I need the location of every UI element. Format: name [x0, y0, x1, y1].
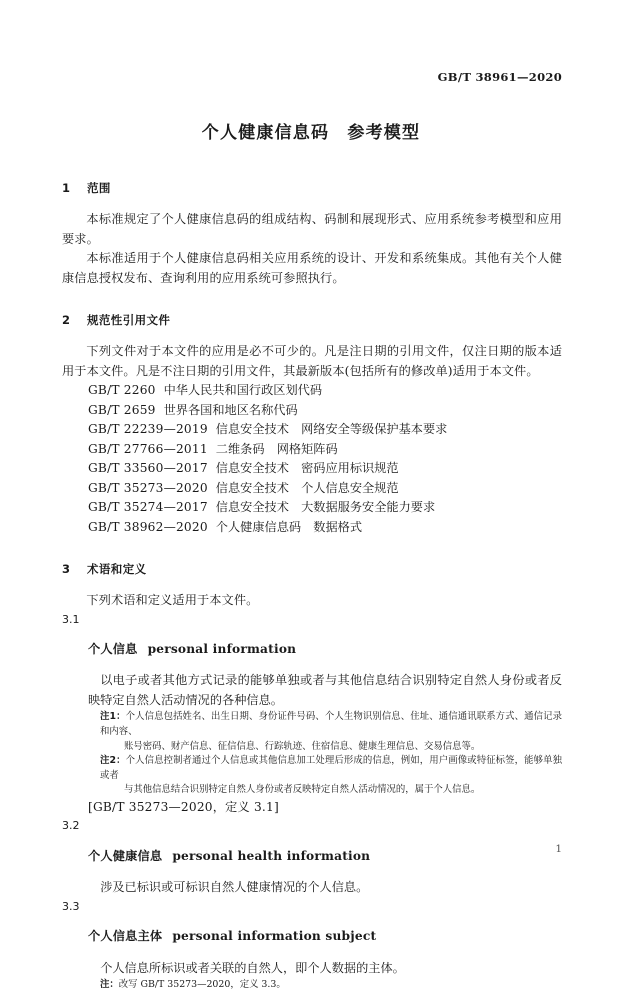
reference-standard-title: 世界各国和地区名称代码 — [163, 402, 298, 417]
clause-heading-2 — [62, 312, 562, 328]
note-text-line-1: 个人信息包括姓名、出生日期、身份证件号码、个人生物识别信息、住址、通信通讯联系方式、通信记录和内容、 — [100, 711, 562, 737]
term-name-3-2 — [62, 847, 562, 867]
clause-number-3: 3 — [62, 562, 71, 576]
reference-standard-id: GB/T 38962—2020 — [88, 519, 208, 534]
reference-standard-id: GB/T 22239—2019 — [88, 422, 208, 436]
reference-standard-id: GB/T 35273—2020 — [88, 480, 208, 495]
note-text-line-2: 账号密码、财产信息、征信信息、行踪轨迹、住宿信息、健康生理信息、交易信息等。 — [124, 740, 481, 752]
reference-standard-id: GB/T 35274—2017 — [88, 500, 208, 514]
term-source-3-1: [GB/T 35273—2020，定义 3.1] — [88, 799, 279, 814]
clause-title-2: 规范性引用文件 — [87, 313, 171, 327]
reference-standard-title: 信息安全技术 密码应用标识规范 — [215, 461, 399, 475]
term-number-3-1: 3.1 — [62, 612, 80, 626]
note-label: 注1： — [100, 711, 126, 723]
reference-standard-id: GB/T 2260 — [88, 383, 156, 397]
term-note-3-1-2 — [62, 754, 562, 798]
term-definition-3-2: 涉及已标识或可标识自然人健康情况的个人信息。 — [100, 880, 369, 895]
spacer — [62, 537, 562, 561]
reference-item — [62, 518, 562, 538]
reference-standard-title: 信息安全技术 大数据服务安全能力要求 — [215, 500, 436, 514]
clause-1-paragraph-2: 本标准适用于个人健康信息码相关应用系统的设计、开发和系统集成。其他有关个人健康信息授权发布、查询利用的应用系统可参照执行。 — [62, 251, 562, 285]
reference-standard-title: 中华人民共和国行政区划代码 — [163, 383, 323, 397]
normative-reference-list — [62, 381, 562, 537]
note-label: 注2： — [100, 755, 126, 767]
note-text-line-1: 个人信息控制者通过个人信息或其他信息加工处理后形成的信息，例如，用户画像或特征标签，能够单独或者 — [100, 755, 562, 781]
page-number: 1 — [555, 843, 562, 855]
term-number-3-3: 3.3 — [62, 899, 80, 913]
clause-heading-3 — [62, 561, 562, 577]
reference-standard-title: 个人健康信息码 数据格式 — [215, 519, 363, 534]
clause-2-paragraph-1: 下列文件对于本文件的应用是必不可少的。凡是注日期的引用文件，仅注日期的版本适用于本文件。凡是不注日期的引用文件，其最新版本(包括所有的修改单)适用于本文件。 — [62, 344, 562, 378]
clause-number-1: 1 — [62, 181, 71, 195]
term-name-3-1 — [62, 640, 562, 660]
reference-standard-id: GB/T 2659 — [88, 402, 156, 417]
clause-1-paragraph-1: 本标准规定了个人健康信息码的组成结构、码制和展现形式、应用系统参考模型和应用要求。 — [62, 212, 562, 246]
term-name-zh: 个人健康信息 — [88, 848, 163, 863]
note-label: 注： — [100, 979, 119, 991]
reference-item — [62, 440, 562, 460]
reference-standard-id: GB/T 27766—2011 — [88, 441, 208, 456]
clause-title-1: 范围 — [87, 181, 111, 195]
document-body — [62, 180, 562, 993]
term-number-3-2: 3.2 — [62, 819, 80, 833]
reference-item — [62, 401, 562, 421]
spacer — [62, 288, 562, 312]
reference-standard-title: 信息安全技术 个人信息安全规范 — [215, 480, 399, 495]
term-note-3-3-1 — [62, 978, 562, 993]
term-definition-3-1: 以电子或者其他方式记录的能够单独或者与其他信息结合识别特定自然人身份或者反映特定自然人活动情况的各种信息。 — [88, 673, 562, 707]
term-note-3-1-1 — [62, 710, 562, 754]
note-text-line-1: 改写 GB/T 35273—2020，定义 3.3。 — [118, 979, 286, 991]
clause-number-2: 2 — [62, 313, 71, 327]
term-definition-3-3: 个人信息所标识或者关联的自然人，即个人数据的主体。 — [100, 960, 405, 975]
reference-item — [62, 459, 562, 479]
reference-standard-title: 信息安全技术 网络安全等级保护基本要求 — [215, 422, 448, 436]
reference-standard-title: 二维条码 网格矩阵码 — [215, 441, 338, 456]
term-name-en: personal health information — [172, 848, 371, 863]
clause-3-paragraph-1: 下列术语和定义适用于本文件。 — [86, 593, 259, 607]
term-name-en: personal information subject — [172, 929, 377, 943]
reference-item — [62, 479, 562, 499]
clause-title-3: 术语和定义 — [87, 562, 147, 576]
reference-item — [62, 420, 562, 440]
reference-item — [62, 498, 562, 518]
reference-standard-id: GB/T 33560—2017 — [88, 461, 208, 475]
term-name-3-3 — [62, 927, 562, 947]
reference-item — [62, 381, 562, 401]
term-name-zh: 个人信息主体 — [88, 929, 163, 943]
term-name-en: personal information — [147, 641, 297, 656]
page-title: 个人健康信息码 参考模型 — [201, 123, 421, 143]
note-text-line-2: 与其他信息结合识别特定自然人身份或者反映特定自然人活动情况的，属于个人信息。 — [124, 784, 481, 796]
term-name-zh: 个人信息 — [88, 641, 138, 656]
running-header-standard-code: GB/T 38961—2020 — [437, 70, 562, 84]
clause-heading-1 — [62, 180, 562, 196]
